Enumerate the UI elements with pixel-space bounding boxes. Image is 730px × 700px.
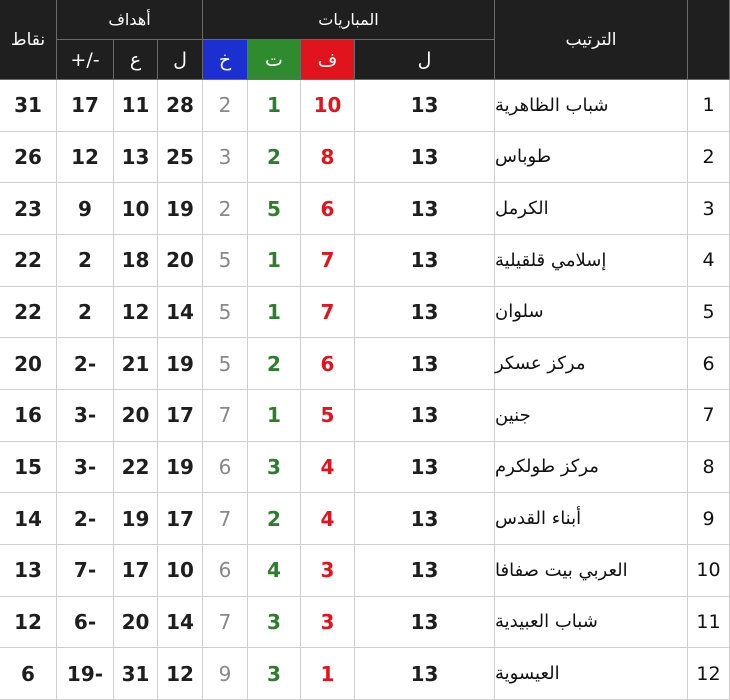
- rank-cell: 10: [688, 545, 730, 597]
- won-cell: 4: [301, 442, 355, 494]
- goal-diff-cell: 12: [57, 132, 114, 184]
- points-cell: 26: [0, 132, 57, 184]
- rank-cell: 5: [688, 287, 730, 339]
- played-cell: 13: [355, 287, 495, 339]
- played-cell: 13: [355, 442, 495, 494]
- header-points: نقاط: [0, 0, 57, 80]
- won-cell: 4: [301, 493, 355, 545]
- header-won: ف: [301, 40, 355, 80]
- team-name: شباب الظاهرية: [495, 80, 688, 132]
- team-name: إسلامي قلقيلية: [495, 235, 688, 287]
- points-cell: 12: [0, 597, 57, 649]
- lost-cell: 7: [203, 493, 248, 545]
- header-lost: خ: [203, 40, 248, 80]
- rank-cell: 12: [688, 648, 730, 700]
- goals-against-cell: 17: [114, 545, 158, 597]
- goals-against-cell: 20: [114, 390, 158, 442]
- won-cell: 8: [301, 132, 355, 184]
- team-name: جنين: [495, 390, 688, 442]
- lost-cell: 5: [203, 338, 248, 390]
- lost-cell: 7: [203, 390, 248, 442]
- played-cell: 13: [355, 597, 495, 649]
- header-goals-against: ع: [114, 40, 158, 80]
- rank-cell: 4: [688, 235, 730, 287]
- goal-diff-cell: 9: [57, 183, 114, 235]
- goals-against-cell: 21: [114, 338, 158, 390]
- goal-diff-cell: -3: [57, 442, 114, 494]
- goals-for-cell: 20: [158, 235, 203, 287]
- drawn-cell: 1: [248, 390, 301, 442]
- points-cell: 14: [0, 493, 57, 545]
- team-name: طوباس: [495, 132, 688, 184]
- goals-against-cell: 31: [114, 648, 158, 700]
- goals-for-cell: 17: [158, 493, 203, 545]
- team-name: مركز عسكر: [495, 338, 688, 390]
- goals-for-cell: 25: [158, 132, 203, 184]
- won-cell: 3: [301, 597, 355, 649]
- goals-for-cell: 28: [158, 80, 203, 132]
- goal-diff-cell: -7: [57, 545, 114, 597]
- played-cell: 13: [355, 235, 495, 287]
- header-goals-for: ل: [158, 40, 203, 80]
- header-goal-diff: +/-: [57, 40, 114, 80]
- team-name: مركز طولكرم: [495, 442, 688, 494]
- team-name: العيسوية: [495, 648, 688, 700]
- won-cell: 7: [301, 235, 355, 287]
- lost-cell: 9: [203, 648, 248, 700]
- goal-diff-cell: -2: [57, 493, 114, 545]
- won-cell: 7: [301, 287, 355, 339]
- lost-cell: 6: [203, 442, 248, 494]
- won-cell: 10: [301, 80, 355, 132]
- goals-against-cell: 13: [114, 132, 158, 184]
- points-cell: 15: [0, 442, 57, 494]
- goals-for-cell: 10: [158, 545, 203, 597]
- rank-cell: 7: [688, 390, 730, 442]
- lost-cell: 2: [203, 183, 248, 235]
- played-cell: 13: [355, 648, 495, 700]
- drawn-cell: 2: [248, 493, 301, 545]
- points-cell: 22: [0, 287, 57, 339]
- team-name: سلوان: [495, 287, 688, 339]
- goals-against-cell: 12: [114, 287, 158, 339]
- lost-cell: 7: [203, 597, 248, 649]
- rank-cell: 2: [688, 132, 730, 184]
- goals-against-cell: 19: [114, 493, 158, 545]
- points-cell: 16: [0, 390, 57, 442]
- points-cell: 20: [0, 338, 57, 390]
- goals-for-cell: 19: [158, 338, 203, 390]
- drawn-cell: 2: [248, 338, 301, 390]
- rank-cell: 8: [688, 442, 730, 494]
- goal-diff-cell: 2: [57, 235, 114, 287]
- drawn-cell: 1: [248, 287, 301, 339]
- won-cell: 6: [301, 183, 355, 235]
- header-rank-blank: [688, 0, 730, 80]
- played-cell: 13: [355, 132, 495, 184]
- lost-cell: 5: [203, 235, 248, 287]
- won-cell: 5: [301, 390, 355, 442]
- played-cell: 13: [355, 183, 495, 235]
- points-cell: 13: [0, 545, 57, 597]
- team-name: شباب العبيدية: [495, 597, 688, 649]
- lost-cell: 3: [203, 132, 248, 184]
- goals-for-cell: 17: [158, 390, 203, 442]
- header-drawn: ت: [248, 40, 301, 80]
- goals-for-cell: 14: [158, 597, 203, 649]
- goal-diff-cell: 17: [57, 80, 114, 132]
- drawn-cell: 3: [248, 442, 301, 494]
- goals-against-cell: 10: [114, 183, 158, 235]
- rank-cell: 9: [688, 493, 730, 545]
- won-cell: 6: [301, 338, 355, 390]
- drawn-cell: 3: [248, 648, 301, 700]
- header-ranking: الترتيب: [495, 0, 688, 80]
- rank-cell: 1: [688, 80, 730, 132]
- lost-cell: 5: [203, 287, 248, 339]
- goals-for-cell: 19: [158, 442, 203, 494]
- played-cell: 13: [355, 545, 495, 597]
- goal-diff-cell: -2: [57, 338, 114, 390]
- rank-cell: 11: [688, 597, 730, 649]
- goals-for-cell: 19: [158, 183, 203, 235]
- goal-diff-cell: -3: [57, 390, 114, 442]
- played-cell: 13: [355, 493, 495, 545]
- team-name: أبناء القدس: [495, 493, 688, 545]
- header-played: ل: [355, 40, 495, 80]
- team-name: الكرمل: [495, 183, 688, 235]
- points-cell: 22: [0, 235, 57, 287]
- drawn-cell: 3: [248, 597, 301, 649]
- played-cell: 13: [355, 390, 495, 442]
- points-cell: 6: [0, 648, 57, 700]
- played-cell: 13: [355, 80, 495, 132]
- goal-diff-cell: -19: [57, 648, 114, 700]
- lost-cell: 6: [203, 545, 248, 597]
- drawn-cell: 4: [248, 545, 301, 597]
- goal-diff-cell: 2: [57, 287, 114, 339]
- rank-cell: 6: [688, 338, 730, 390]
- goal-diff-cell: -6: [57, 597, 114, 649]
- played-cell: 13: [355, 338, 495, 390]
- drawn-cell: 1: [248, 80, 301, 132]
- goals-against-cell: 22: [114, 442, 158, 494]
- drawn-cell: 2: [248, 132, 301, 184]
- goals-against-cell: 18: [114, 235, 158, 287]
- goals-against-cell: 11: [114, 80, 158, 132]
- points-cell: 31: [0, 80, 57, 132]
- won-cell: 3: [301, 545, 355, 597]
- header-matches: المباريات: [203, 0, 495, 40]
- header-goals: أهداف: [57, 0, 203, 40]
- rank-cell: 3: [688, 183, 730, 235]
- drawn-cell: 1: [248, 235, 301, 287]
- points-cell: 23: [0, 183, 57, 235]
- lost-cell: 2: [203, 80, 248, 132]
- drawn-cell: 5: [248, 183, 301, 235]
- won-cell: 1: [301, 648, 355, 700]
- goals-against-cell: 20: [114, 597, 158, 649]
- team-name: العربي بيت صفافا: [495, 545, 688, 597]
- goals-for-cell: 12: [158, 648, 203, 700]
- goals-for-cell: 14: [158, 287, 203, 339]
